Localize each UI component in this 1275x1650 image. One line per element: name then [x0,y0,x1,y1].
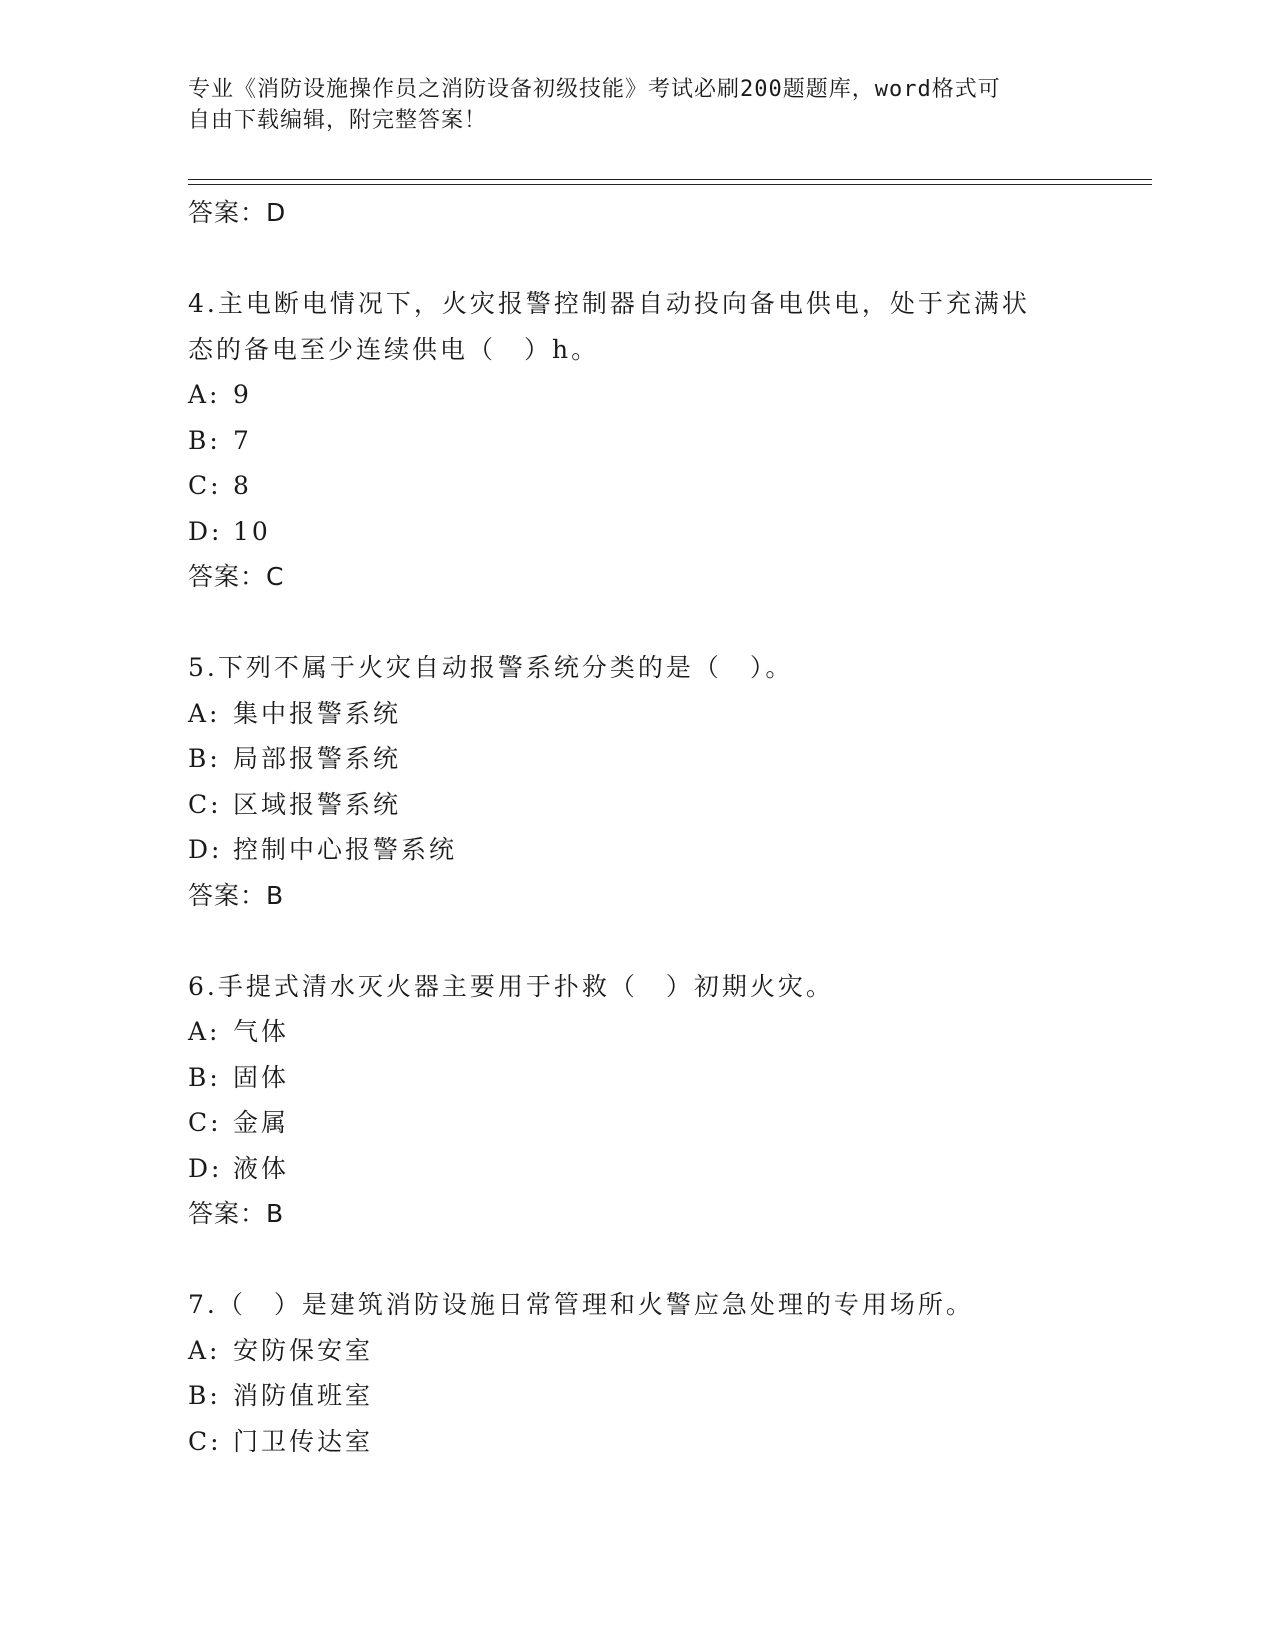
option-text: 气体 [233,1017,290,1046]
option-key: D: [188,1153,223,1183]
spacer [188,918,1128,964]
option-a [188,1009,1128,1055]
spacer [188,1237,1128,1283]
option-text: 金属 [233,1108,290,1137]
option-d [188,827,1128,873]
option-key: B: [188,1381,221,1410]
option-key: A: [188,1017,221,1046]
option-text: 液体 [233,1153,290,1183]
option-text: 9 [233,380,252,409]
option-b [188,736,1128,782]
option-a [188,372,1128,418]
question-stem: 6.手提式清水灭火器主要用于扑救（ ）初期火灾。 [188,971,834,1001]
header-divider-top [188,179,1152,180]
option-a [188,691,1128,737]
option-key: D: [188,516,223,546]
header-divider-bottom [188,184,1152,185]
option-text: 安防保安室 [233,1335,374,1365]
option-text: 局部报警系统 [233,744,402,773]
question-7 [188,1282,1128,1464]
option-c [188,1419,1128,1465]
option-text: 集中报警系统 [233,698,402,728]
option-b [188,1373,1128,1419]
option-c [188,1100,1128,1146]
option-text: 10 [233,516,271,546]
question-4 [188,281,1128,600]
option-key: A: [188,698,221,728]
previous-answer: 答案：D [188,198,287,227]
option-c [188,463,1128,509]
option-key: C: [188,471,222,500]
header-title-line-2: 自由下载编辑，附完整答案！ [188,108,488,133]
question-stem-continued: 态的备电至少连续供电（ ）h。 [188,334,600,364]
option-key: C: [188,789,222,819]
option-text: 7 [233,425,252,455]
option-b [188,418,1128,464]
question-list [188,190,1128,1464]
question-stem: 7.（ ）是建筑消防设施日常管理和火警应急处理的专用场所。 [188,1290,974,1319]
option-key: B: [188,1062,221,1092]
option-d [188,509,1128,555]
option-key: C: [188,1426,222,1456]
question-stem: 5.下列不属于火灾自动报警系统分类的是（ ）。 [188,653,794,682]
option-text: 控制中心报警系统 [233,835,458,864]
option-key: A: [188,1335,221,1365]
question-answer: 答案：B [188,1199,285,1228]
question-answer: 答案：B [188,880,285,910]
option-a [188,1328,1128,1374]
option-c [188,782,1128,828]
header-title-line-1: 专业《消防设施操作员之消防设备初级技能》考试必刷200题题库，word格式可 [188,77,1001,102]
option-d [188,1146,1128,1192]
option-key: A: [188,380,221,409]
option-text: 固体 [233,1062,290,1092]
option-key: B: [188,744,221,773]
document-header [188,74,1088,136]
question-stem: 4.主电断电情况下，火灾报警控制器自动投向备电供电，处于充满状 [188,289,1030,318]
option-text: 消防值班室 [233,1381,374,1410]
option-text: 区域报警系统 [233,789,402,819]
option-key: D: [188,835,223,864]
option-b [188,1055,1128,1101]
spacer [188,236,1128,282]
question-answer: 答案：C [188,562,285,591]
option-text: 门卫传达室 [233,1426,374,1456]
spacer [188,600,1128,646]
option-text: 8 [233,471,252,500]
question-6 [188,964,1128,1237]
option-key: B: [188,425,221,455]
question-5 [188,645,1128,918]
option-key: C: [188,1108,222,1137]
